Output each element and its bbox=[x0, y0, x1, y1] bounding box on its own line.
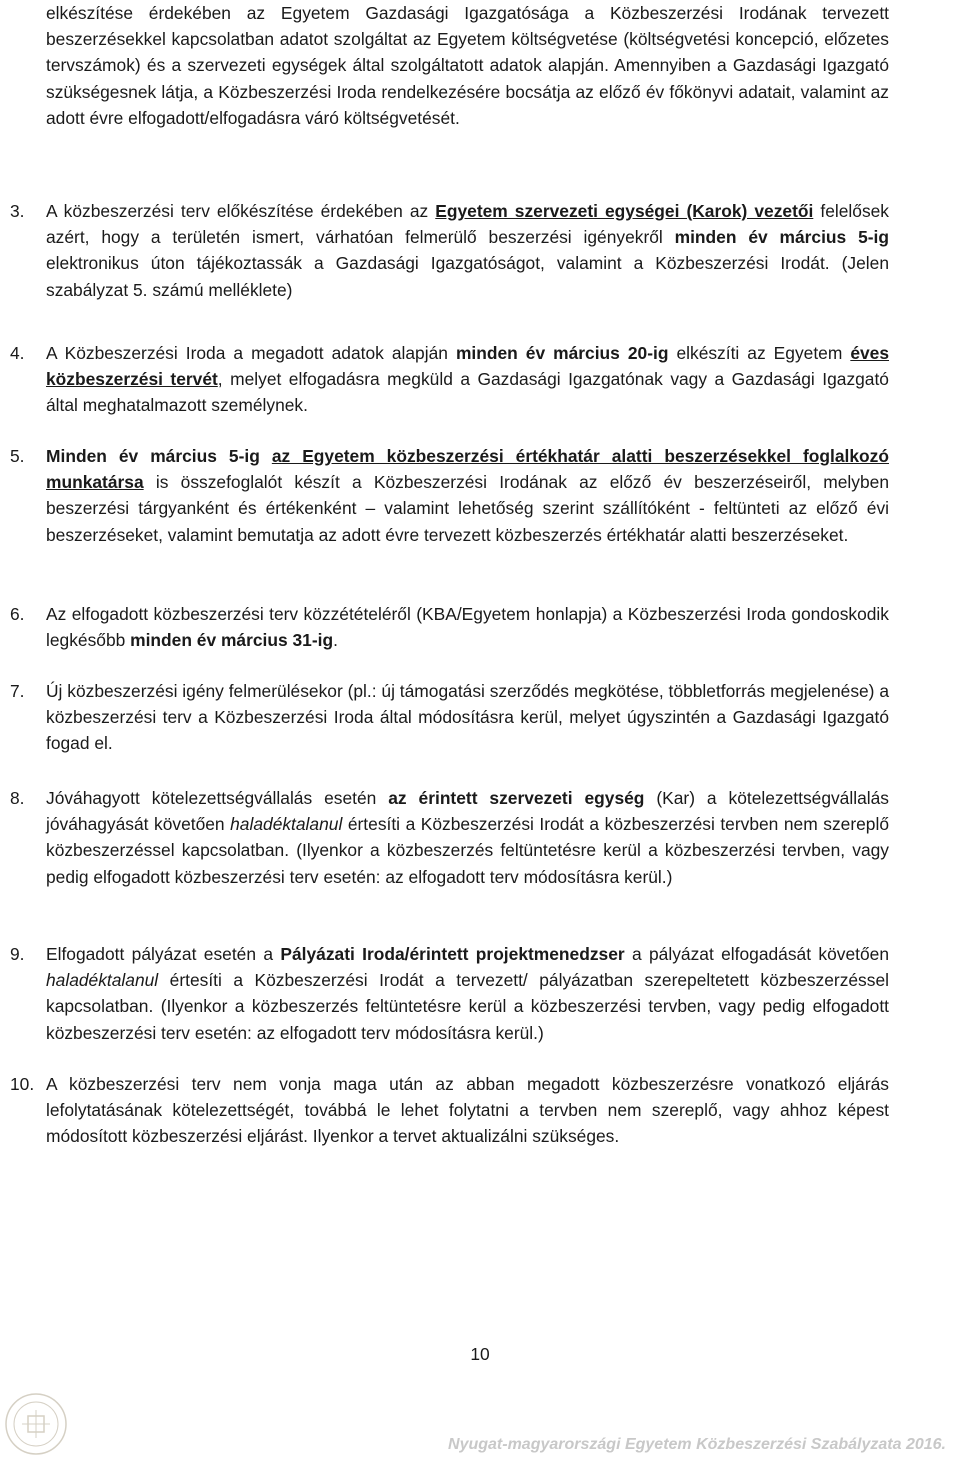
text-span: elektronikus úton tájékoztassák a Gazdasági Igazgatóságot, valamint a Közbeszerzési Irodát. (Jelen szabályzat 5. számú melléklete) bbox=[46, 253, 889, 300]
text-span: Új közbeszerzési igény felmerülésekor (pl.: új támogatási szerződés megkötése, többletforrás megjelenése) a közbeszerzési terv a Közbeszerzési Iroda által módosításra kerül, melyet úgyszintén a Gazdasági Igazgató fogad el. bbox=[46, 681, 889, 754]
item-number: 6. bbox=[10, 604, 25, 624]
text-span: felelősek azért, hogy a területén ismert, várhatóan felmerülő beszerzési igényekről bbox=[46, 201, 890, 248]
item-number: 7. bbox=[10, 681, 25, 701]
item-number: 9. bbox=[10, 944, 25, 964]
text-span: , melyet elfogadásra megküld a Gazdasági Igazgatónak vagy a Gazdasági Igazgató által meghatalmazott személynek. bbox=[46, 369, 889, 416]
list-item-4 bbox=[10, 340, 889, 419]
item-text bbox=[46, 340, 889, 419]
text-span: elkészíti az Egyetem bbox=[668, 343, 851, 363]
italic-span: haladéktalanul bbox=[230, 814, 343, 835]
list-item-6 bbox=[10, 601, 889, 653]
list-item-9 bbox=[10, 941, 889, 1046]
list-item-10 bbox=[10, 1071, 889, 1150]
list-item-8 bbox=[10, 785, 889, 890]
item-text bbox=[46, 198, 889, 303]
item-text bbox=[46, 785, 889, 890]
item-text bbox=[46, 443, 889, 548]
page-number: 10 bbox=[470, 1344, 490, 1364]
item-number: 10. bbox=[10, 1074, 35, 1094]
item-number: 3. bbox=[10, 201, 25, 221]
text-span: . bbox=[333, 630, 338, 651]
item-text bbox=[46, 601, 889, 653]
bold-span: az érintett szervezeti egység bbox=[388, 788, 645, 808]
bold-underline-span: éves közbeszerzési tervét bbox=[46, 343, 890, 390]
text-span bbox=[260, 446, 272, 466]
text-span: (Kar) a kötelezettségvállalás jóváhagyását követően bbox=[46, 788, 889, 835]
intro-paragraph bbox=[46, 0, 889, 131]
list-item-5 bbox=[10, 443, 889, 548]
bold-span: minden év március 5-ig bbox=[674, 227, 889, 248]
footer-text: Nyugat-magyarországi Egyetem Közbeszerzési Szabályzata 2016. bbox=[448, 1436, 946, 1453]
text-span: A közbeszerzési terv nem vonja maga után az abban megadott közbeszerzésre vonatkozó eljárás lefolytatásának kötelezettségét, továbbá le lehet folytatni a tervben nem szereplő, vagy ahhoz képest módosított közbeszerzési eljárást. Ilyenkor a tervet aktualizálni szükséges. bbox=[46, 1074, 889, 1147]
bold-span: minden év március 31-ig bbox=[130, 630, 334, 651]
text-span: A Közbeszerzési Iroda a megadott adatok alapján bbox=[46, 343, 456, 363]
item-number: 4. bbox=[10, 343, 25, 363]
intro-text: elkészítése érdekében az Egyetem Gazdasági Igazgatósága a Közbeszerzési Irodának tervezett beszerzésekkel kapcsolatban adatot szolgáltat az Egyetem költségvetése (költségvetési koncepció, előzetes tervszámok) és a szervezeti egységek által szolgáltatott adatok alapján. Amennyiben a Gazdasági Igazgató szükségesnek látja, a Közbeszerzési Iroda rendelkezésére bocsátja az előző év főkönyvi adatait, valamint az adott évre elfogadott/elfogadásra váró költségvetését. bbox=[46, 3, 889, 128]
item-number: 8. bbox=[10, 788, 25, 808]
bold-underline-span: az Egyetem közbeszerzési értékhatár alatti beszerzésekkel foglalkozó munkatársa bbox=[46, 446, 889, 493]
item-text bbox=[46, 1071, 889, 1150]
item-text bbox=[46, 678, 889, 757]
university-seal-icon bbox=[4, 1392, 68, 1456]
list-item-7 bbox=[10, 678, 889, 757]
text-span: Elfogadott pályázat esetén a bbox=[46, 944, 281, 964]
list-item-3 bbox=[10, 198, 889, 303]
item-number: 5. bbox=[10, 446, 25, 466]
bold-span: minden év március 20-ig bbox=[455, 343, 669, 363]
text-span: Az elfogadott közbeszerzési terv közzétételéről (KBA/Egyetem honlapja) a Közbeszerzési Iroda gondoskodik legkésőbb bbox=[46, 604, 889, 651]
text-span: is összefoglalót készít a Közbeszerzési Irodának az előző év beszerzéseiről, melyben beszerzési tárgyanként és értékenként – valamint lehetőség szerint szállítóként - feltünteti az előző évi beszerzéseket, valamint bemutatja az adott évre tervezett közbeszerzés értékhatár alatti beszerzéseket. bbox=[46, 472, 889, 545]
bold-span: Pályázati Iroda/érintett projektmenedzser bbox=[280, 944, 625, 964]
text-span: A közbeszerzési terv előkészítése érdekében az bbox=[46, 201, 436, 221]
text-span: értesíti a Közbeszerzési Irodát a közbeszerzési tervben nem szereplő közbeszerzéssel kapcsolatban. (Ilyenkor a közbeszerzés feltüntetésre kerül a közbeszerzési tervben, vagy pedig elfogadott közbeszerzési terv esetén: az elfogadott terv módosításra kerül.) bbox=[46, 814, 889, 887]
text-span: értesíti a Közbeszerzési Irodát a tervezett/ pályázatban szerepeltetett közbeszerzéssel kapcsolatban. (Ilyenkor a közbeszerzés feltüntetésre kerül a közbeszerzési tervben, vagy pedig elfogadott közbeszerzési terv esetén: az elfogadott terv módosításra kerül.) bbox=[46, 970, 889, 1043]
text-span: a pályázat elfogadását követően bbox=[624, 944, 889, 964]
bold-span: Minden év március 5-ig bbox=[46, 446, 260, 466]
text-span: Jóváhagyott kötelezettségvállalás esetén bbox=[46, 788, 389, 808]
bold-underline-span: Egyetem szervezeti egységei (Karok) vezetői bbox=[435, 201, 814, 221]
italic-span: haladéktalanul bbox=[46, 970, 159, 991]
item-text bbox=[46, 941, 889, 1046]
